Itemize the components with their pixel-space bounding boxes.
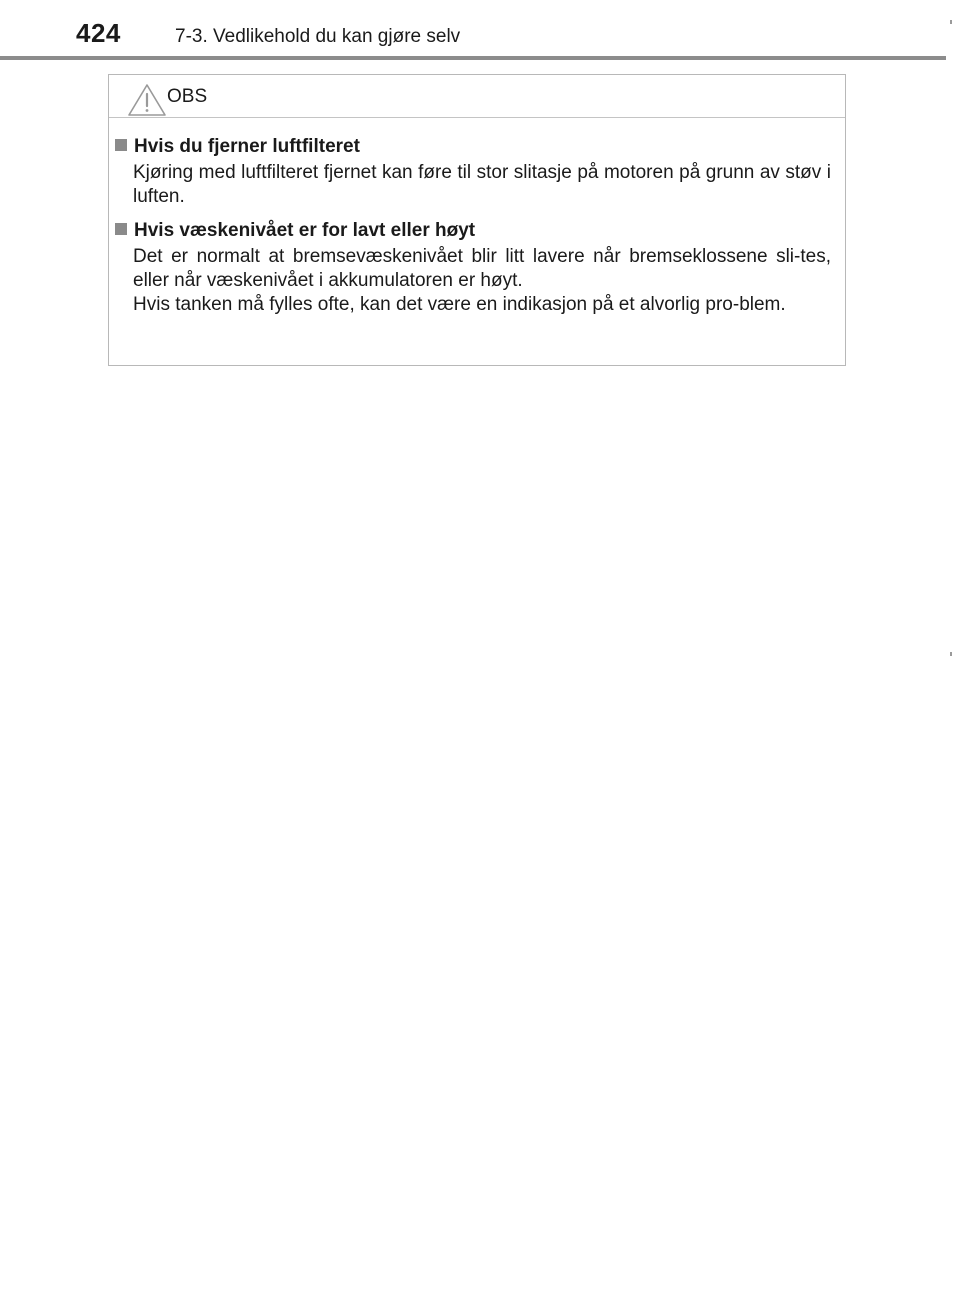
page-edge-mark: [950, 652, 952, 656]
header-rule: [0, 56, 946, 60]
section-title: 7-3. Vedlikehold du kan gjøre selv: [175, 26, 461, 47]
item-heading-text: Hvis væskenivået er for lavt eller høyt: [134, 220, 476, 241]
item-paragraph: Hvis tanken må fylles ofte, kan det være en indikasjon på et alvorlig pro-blem.: [133, 294, 786, 315]
bullet-square-icon: [115, 139, 127, 151]
item-paragraph: Kjøring med luftfilteret fjernet kan føre til stor slitasje på motoren på grunn av støv i luften.: [133, 162, 831, 207]
page-number: 424: [76, 18, 121, 48]
page-edge-mark: [950, 20, 952, 24]
item-paragraph: Det er normalt at bremsevæskenivået blir litt lavere når bremseklossene sli-tes, eller når væskenivået i akkumulatoren er høyt.: [133, 246, 831, 291]
item-body-fluid-level: [133, 245, 831, 317]
warning-triangle-icon: [127, 83, 167, 117]
page-header: [0, 0, 960, 58]
item-body-air-filter: [133, 161, 831, 209]
notice-header: [109, 75, 845, 118]
item-heading-fluid-level: [115, 220, 475, 242]
bullet-square-icon: [115, 223, 127, 235]
notice-label: OBS: [167, 86, 208, 107]
item-heading-air-filter: [115, 136, 360, 158]
item-heading-text: Hvis du fjerner luftfilteret: [134, 136, 360, 157]
notice-box: [108, 74, 846, 366]
